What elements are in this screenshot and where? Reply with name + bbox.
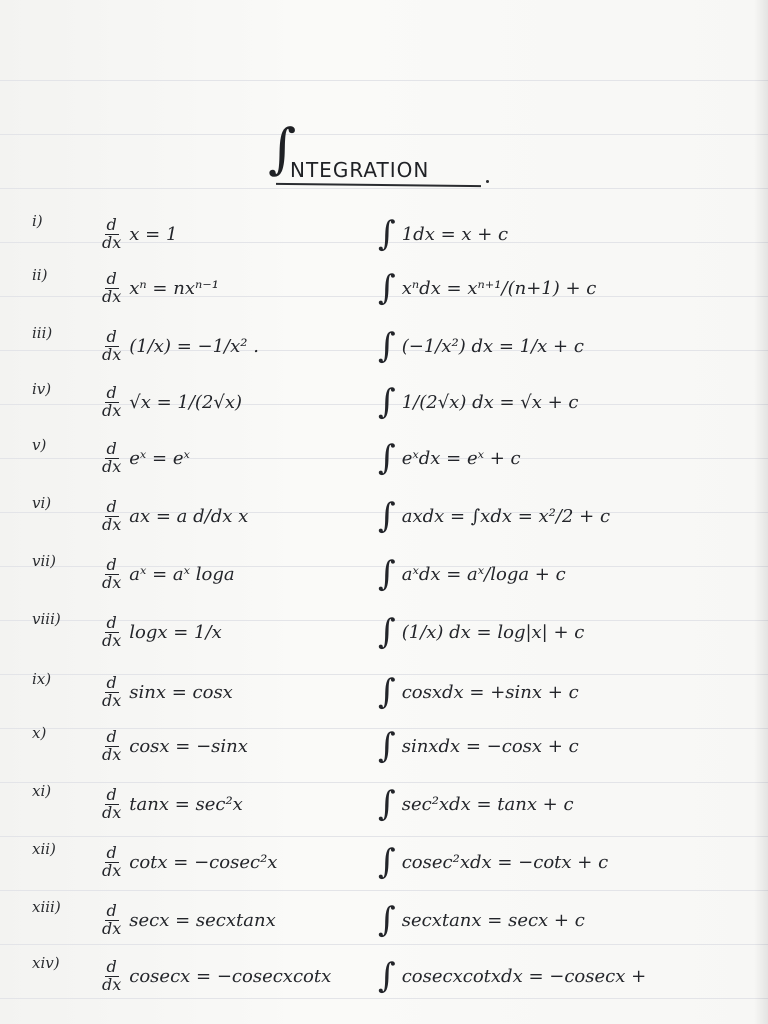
integral-formula — [378, 206, 508, 262]
d-numerator: d — [106, 496, 117, 516]
row-number: viii) — [32, 610, 61, 628]
formula-row — [0, 318, 768, 374]
dx-denominator: dx — [102, 744, 122, 764]
d-numerator: d — [106, 842, 117, 862]
derivative-formula — [102, 488, 248, 544]
integral-sign-icon: ∫ — [378, 612, 396, 652]
derivative-expression: √x = 1/(2√x) — [129, 391, 243, 413]
row-number: iii) — [32, 324, 53, 342]
formula-row — [0, 206, 768, 262]
integral-sign-icon: ∫ — [378, 326, 396, 366]
derivative-expression: ax = a d/dx x — [129, 505, 249, 527]
integral-sign-icon: ∫ — [378, 726, 396, 766]
d-dx-operator — [102, 326, 122, 364]
integral-formula — [378, 374, 579, 430]
d-numerator: d — [106, 784, 117, 804]
integral-sign-icon: ∫ — [378, 554, 396, 594]
row-number: i) — [32, 212, 43, 230]
derivative-formula — [102, 604, 222, 660]
d-numerator: d — [106, 672, 117, 692]
derivative-formula — [102, 892, 276, 948]
title-dot — [486, 180, 489, 183]
integral-expression: 1dx = x + c — [401, 223, 509, 245]
integral-sign-icon: ∫ — [268, 117, 297, 180]
integral-formula — [378, 948, 646, 1004]
row-number: xii) — [32, 840, 56, 858]
derivative-expression: sinx = cosx — [129, 681, 233, 703]
integral-formula — [378, 776, 574, 832]
integral-expression: cosxdx = +sinx + c — [401, 681, 579, 703]
formula-row — [0, 546, 768, 602]
d-numerator: d — [106, 554, 117, 574]
d-dx-operator — [102, 438, 122, 476]
derivative-formula — [102, 718, 248, 774]
integral-sign-icon: ∫ — [378, 268, 396, 308]
integral-sign-icon: ∫ — [378, 900, 396, 940]
integral-formula — [378, 834, 608, 890]
row-number: x) — [32, 724, 47, 742]
integral-sign-icon: ∫ — [378, 438, 396, 478]
d-dx-operator — [102, 900, 122, 938]
d-numerator: d — [106, 726, 117, 746]
dx-denominator: dx — [102, 232, 122, 252]
formula-row — [0, 260, 768, 316]
d-numerator: d — [106, 214, 117, 234]
formula-row — [0, 488, 768, 544]
dx-denominator: dx — [102, 802, 122, 822]
dx-denominator: dx — [102, 344, 122, 364]
dx-denominator: dx — [102, 860, 122, 880]
derivative-expression: eˣ = eˣ — [129, 447, 190, 469]
integral-expression: eˣdx = eˣ + c — [401, 447, 521, 469]
dx-denominator: dx — [102, 286, 122, 306]
integral-sign-icon: ∫ — [378, 842, 396, 882]
formula-row — [0, 664, 768, 720]
integral-expression: 1/(2√x) dx = √x + c — [401, 391, 579, 413]
derivative-formula — [102, 948, 331, 1004]
derivative-expression: xⁿ = nxⁿ⁻¹ — [129, 277, 219, 299]
formula-row — [0, 892, 768, 948]
formula-row — [0, 604, 768, 660]
d-numerator: d — [106, 612, 117, 632]
d-numerator: d — [106, 956, 117, 976]
derivative-expression: tanx = sec²x — [129, 793, 243, 815]
integral-expression: xⁿdx = xⁿ⁺¹/(n+1) + c — [401, 277, 597, 299]
d-dx-operator — [102, 382, 122, 420]
integral-sign-icon: ∫ — [378, 784, 396, 824]
integral-formula — [378, 718, 579, 774]
dx-denominator: dx — [102, 514, 122, 534]
formula-row — [0, 776, 768, 832]
title-underline — [276, 183, 481, 187]
integral-sign-icon: ∫ — [378, 382, 396, 422]
d-dx-operator — [102, 612, 122, 650]
integral-expression: axdx = ∫xdx = x²/2 + c — [401, 505, 611, 527]
d-numerator: d — [106, 438, 117, 458]
derivative-expression: aˣ = aˣ loga — [129, 563, 235, 585]
row-number: ix) — [32, 670, 52, 688]
d-dx-operator — [102, 726, 122, 764]
ruled-line — [0, 890, 768, 891]
integral-formula — [378, 604, 584, 660]
integral-sign-icon: ∫ — [378, 496, 396, 536]
row-number: iv) — [32, 380, 52, 398]
row-number: xiv) — [32, 954, 60, 972]
derivative-formula — [102, 546, 235, 602]
integral-formula — [378, 546, 566, 602]
derivative-formula — [102, 318, 259, 374]
integral-expression: sinxdx = −cosx + c — [401, 735, 579, 757]
derivative-formula — [102, 374, 242, 430]
derivative-formula — [102, 664, 233, 720]
d-numerator: d — [106, 326, 117, 346]
integral-expression: (1/x) dx = log|x| + c — [401, 621, 585, 643]
derivative-expression: cosx = −sinx — [129, 735, 248, 757]
integral-sign-icon: ∫ — [378, 956, 396, 996]
derivative-expression: cosecx = −cosecxcotx — [129, 965, 332, 987]
row-number: vi) — [32, 494, 52, 512]
integral-sign-icon: ∫ — [378, 672, 396, 712]
d-dx-operator — [102, 554, 122, 592]
integral-sign-icon: ∫ — [378, 214, 396, 254]
d-dx-operator — [102, 268, 122, 306]
row-number: xi) — [32, 782, 52, 800]
dx-denominator: dx — [102, 400, 122, 420]
integral-formula — [378, 488, 610, 544]
row-number: v) — [32, 436, 47, 454]
page-heading — [268, 117, 498, 192]
ruled-line — [0, 80, 768, 81]
derivative-expression: (1/x) = −1/x² . — [129, 335, 259, 357]
d-dx-operator — [102, 956, 122, 994]
integral-expression: secxtanx = secx + c — [401, 909, 585, 931]
d-numerator: d — [106, 382, 117, 402]
formula-row — [0, 834, 768, 890]
formula-row — [0, 718, 768, 774]
d-dx-operator — [102, 784, 122, 822]
row-number: vii) — [32, 552, 56, 570]
dx-denominator: dx — [102, 630, 122, 650]
integral-expression: sec²xdx = tanx + c — [401, 793, 574, 815]
integral-formula — [378, 318, 584, 374]
integral-expression: cosec²xdx = −cotx + c — [401, 851, 609, 873]
derivative-formula — [102, 260, 219, 316]
d-dx-operator — [102, 496, 122, 534]
derivative-formula — [102, 206, 177, 262]
formula-row — [0, 948, 768, 1004]
d-numerator: d — [106, 900, 117, 920]
derivative-expression: secx = secxtanx — [129, 909, 276, 931]
dx-denominator: dx — [102, 918, 122, 938]
dx-denominator: dx — [102, 690, 122, 710]
derivative-expression: cotx = −cosec²x — [129, 851, 278, 873]
derivative-formula — [102, 834, 277, 890]
formula-row — [0, 374, 768, 430]
dx-denominator: dx — [102, 456, 122, 476]
integral-expression: cosecxcotxdx = −cosecx + — [401, 965, 647, 987]
integral-expression: (−1/x²) dx = 1/x + c — [401, 335, 584, 357]
integral-formula — [378, 260, 596, 316]
d-dx-operator — [102, 214, 122, 252]
derivative-formula — [102, 430, 190, 486]
integral-formula — [378, 664, 579, 720]
derivative-expression: logx = 1/x — [129, 621, 222, 643]
integral-formula — [378, 430, 521, 486]
page-title: NTEGRATION — [290, 158, 430, 182]
dx-denominator: dx — [102, 572, 122, 592]
d-dx-operator — [102, 672, 122, 710]
row-number: xiii) — [32, 898, 61, 916]
integral-formula — [378, 892, 585, 948]
formula-row — [0, 430, 768, 486]
dx-denominator: dx — [102, 974, 122, 994]
d-numerator: d — [106, 268, 117, 288]
integral-expression: aˣdx = aˣ/loga + c — [401, 563, 566, 585]
derivative-expression: x = 1 — [129, 223, 178, 245]
derivative-formula — [102, 776, 243, 832]
d-dx-operator — [102, 842, 122, 880]
row-number: ii) — [32, 266, 48, 284]
